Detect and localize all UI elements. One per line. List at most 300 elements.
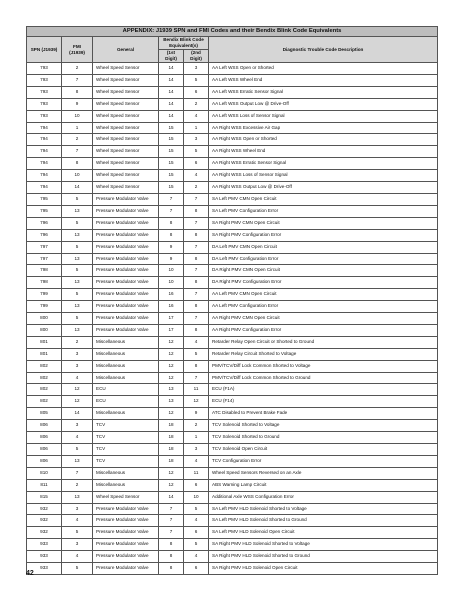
spn-cell: 798 [27,265,62,277]
description-cell: SA Left PMV Configuration Error [209,205,438,217]
description-cell: AA Left WSS Wheel End [209,74,438,86]
table-row [27,277,438,289]
second-digit-cell: 2 [184,182,209,194]
first-digit-cell: 18 [159,432,184,444]
second-digit-cell: 3 [184,134,209,146]
table-row [27,63,438,75]
description-cell: AA Left WSS Loss of Sensor Signal [209,110,438,122]
first-digit-cell: 8 [159,563,184,575]
second-digit-cell: 8 [184,277,209,289]
general-cell: Wheel Speed Sensor [93,134,159,146]
table-title: APPENDIX: J1939 SPN and FMI Codes and their Bendix Blink Code Equivalents [27,27,438,37]
table-row [27,170,438,182]
second-digit-cell: 5 [184,74,209,86]
second-digit-cell: 4 [184,110,209,122]
general-cell: Pressure Modulator Valve [93,503,159,515]
second-digit-cell: 8 [184,253,209,265]
description-cell: PMV/TCV/Diff Lock Common Shorted to Voltage [209,360,438,372]
first-digit-cell: 17 [159,324,184,336]
table-row [27,336,438,348]
fmi-cell: 10 [62,170,93,182]
header-fmi: FMI (J1939) [62,37,93,63]
fmi-cell: 5 [62,527,93,539]
fmi-cell: 13 [62,277,93,289]
general-cell: Pressure Modulator Valve [93,265,159,277]
first-digit-cell: 7 [159,527,184,539]
general-cell: Pressure Modulator Valve [93,241,159,253]
general-cell: Pressure Modulator Valve [93,217,159,229]
second-digit-cell: 7 [184,193,209,205]
second-digit-cell: 9 [184,408,209,420]
fmi-cell: 4 [62,372,93,384]
fmi-cell: 8 [62,158,93,170]
fmi-cell: 2 [62,134,93,146]
spn-cell: 797 [27,253,62,265]
description-cell: AA Right WSS Excessive Air Gap [209,122,438,134]
general-cell: Miscellaneous [93,336,159,348]
first-digit-cell: 18 [159,420,184,432]
spn-cell: 799 [27,289,62,301]
first-digit-cell: 15 [159,122,184,134]
description-cell: ABS Warning Lamp Circuit [209,479,438,491]
first-digit-cell: 18 [159,455,184,467]
first-digit-cell: 9 [159,241,184,253]
second-digit-cell: 1 [184,432,209,444]
spn-cell: 793 [27,110,62,122]
general-cell: Pressure Modulator Valve [93,551,159,563]
general-cell: Wheel Speed Sensor [93,63,159,75]
first-digit-cell: 17 [159,313,184,325]
second-digit-cell: 4 [184,551,209,563]
table-row [27,467,438,479]
page-number: 42 [26,570,34,577]
fmi-cell: 13 [62,229,93,241]
spn-cell: 799 [27,301,62,313]
table-row [27,396,438,408]
general-cell: Wheel Speed Sensor [93,158,159,170]
general-cell: Miscellaneous [93,360,159,372]
fmi-cell: 5 [62,265,93,277]
table-row [27,301,438,313]
description-cell: SA Left PMV CMN Open Circuit [209,193,438,205]
spn-cell: 932 [27,515,62,527]
general-cell: Wheel Speed Sensor [93,122,159,134]
spn-cell: 802 [27,384,62,396]
second-digit-cell: 10 [184,491,209,503]
fmi-cell: 7 [62,146,93,158]
description-cell: AA Left WSS Open or Shorted [209,63,438,75]
second-digit-cell: 8 [184,301,209,313]
second-digit-cell: 5 [184,146,209,158]
second-digit-cell: 6 [184,86,209,98]
first-digit-cell: 14 [159,86,184,98]
table-body [27,63,438,575]
second-digit-cell: 7 [184,241,209,253]
first-digit-cell: 14 [159,491,184,503]
fmi-cell: 13 [62,324,93,336]
description-cell: AA Left WSS Output Low @ Drive-Off [209,98,438,110]
first-digit-cell: 14 [159,63,184,75]
general-cell: ECU [93,384,159,396]
code-table [26,26,438,575]
description-cell: SA Right PMV HLD Solenoid Shorted to Voltage [209,539,438,551]
table-row [27,289,438,301]
spn-cell: 811 [27,479,62,491]
fmi-cell: 5 [62,313,93,325]
second-digit-cell: 3 [184,63,209,75]
table-row [27,146,438,158]
fmi-cell: 13 [62,491,93,503]
spn-cell: 798 [27,277,62,289]
general-cell: TCV [93,432,159,444]
second-digit-cell: 8 [184,360,209,372]
table-row [27,74,438,86]
fmi-cell: 13 [62,301,93,313]
fmi-cell: 5 [62,217,93,229]
spn-cell: 793 [27,98,62,110]
general-cell: Miscellaneous [93,372,159,384]
spn-cell: 801 [27,348,62,360]
first-digit-cell: 12 [159,360,184,372]
description-cell: Additional Axle WSS Configuration Error [209,491,438,503]
spn-cell: 802 [27,372,62,384]
first-digit-cell: 7 [159,205,184,217]
spn-cell: 806 [27,444,62,456]
first-digit-cell: 7 [159,193,184,205]
first-digit-cell: 9 [159,253,184,265]
spn-cell: 793 [27,63,62,75]
fmi-cell: 14 [62,408,93,420]
spn-cell: 802 [27,360,62,372]
general-cell: TCV [93,455,159,467]
spn-cell: 796 [27,217,62,229]
description-cell: AA Left WSS Erratic Sensor Signal [209,86,438,98]
description-cell: AA Right PMV CMN Open Circuit [209,313,438,325]
fmi-cell: 1 [62,122,93,134]
table-row [27,551,438,563]
fmi-cell: 5 [62,241,93,253]
description-cell: Retarder Relay Circuit Shorted to Voltage [209,348,438,360]
first-digit-cell: 15 [159,170,184,182]
spn-cell: 932 [27,503,62,515]
description-cell: SA Right PMV HLD Solenoid Shorted to Ground [209,551,438,563]
description-cell: ECU (F14) [209,396,438,408]
table-row [27,432,438,444]
spn-cell: 797 [27,241,62,253]
description-cell: SA Left PMV HLD Solenoid Shorted to Voltage [209,503,438,515]
header-description: Diagnostic Trouble Code Description [209,37,438,63]
spn-cell: 794 [27,158,62,170]
header-blink-code: Bendix Blink Code Equivalent(s) [159,37,209,50]
second-digit-cell: 8 [184,324,209,336]
general-cell: TCV [93,444,159,456]
table-row [27,313,438,325]
fmi-cell: 5 [62,193,93,205]
fmi-cell: 8 [62,86,93,98]
second-digit-cell: 5 [184,503,209,515]
description-cell: ATC Disabled to Prevent Brake Fade [209,408,438,420]
header-general: General [93,37,159,63]
description-cell: DA Left PMV CMN Open Circuit [209,241,438,253]
general-cell: Pressure Modulator Valve [93,289,159,301]
fmi-cell: 4 [62,432,93,444]
table-row [27,360,438,372]
fmi-cell: 7 [62,467,93,479]
general-cell: Miscellaneous [93,467,159,479]
fmi-cell: 12 [62,384,93,396]
second-digit-cell: 11 [184,467,209,479]
description-cell: Retarder Relay Open Circuit or Shorted to Ground [209,336,438,348]
description-cell: SA Left PMV HLD Solenoid Shorted to Ground [209,515,438,527]
first-digit-cell: 12 [159,408,184,420]
spn-cell: 815 [27,491,62,503]
first-digit-cell: 13 [159,396,184,408]
fmi-cell: 3 [62,420,93,432]
general-cell: Pressure Modulator Valve [93,539,159,551]
description-cell: AA Right WSS Loss of Sensor Signal [209,170,438,182]
description-cell: AA Right WSS Output Low @ Drive-Off [209,182,438,194]
general-cell: Pressure Modulator Valve [93,563,159,575]
first-digit-cell: 12 [159,467,184,479]
table-row [27,182,438,194]
second-digit-cell: 7 [184,372,209,384]
first-digit-cell: 12 [159,479,184,491]
second-digit-cell: 4 [184,170,209,182]
first-digit-cell: 10 [159,277,184,289]
second-digit-cell: 6 [184,527,209,539]
spn-cell: 932 [27,527,62,539]
table-row [27,444,438,456]
table-row [27,158,438,170]
spn-cell: 793 [27,74,62,86]
general-cell: Pressure Modulator Valve [93,527,159,539]
table-row [27,479,438,491]
fmi-cell: 4 [62,515,93,527]
general-cell: Wheel Speed Sensor [93,86,159,98]
header-first-digit: (1st Digit) [159,50,184,63]
table-row [27,324,438,336]
general-cell: ECU [93,396,159,408]
description-cell: SA Right PMV Configuration Error [209,229,438,241]
fmi-cell: 12 [62,396,93,408]
first-digit-cell: 8 [159,539,184,551]
description-cell: TCV Solenoid Shorted to Ground [209,432,438,444]
table-row [27,372,438,384]
second-digit-cell: 7 [184,265,209,277]
spn-cell: 806 [27,420,62,432]
spn-cell: 801 [27,336,62,348]
second-digit-cell: 6 [184,158,209,170]
spn-cell: 800 [27,324,62,336]
spn-cell: 796 [27,229,62,241]
second-digit-cell: 12 [184,396,209,408]
general-cell: Wheel Speed Sensor [93,491,159,503]
table-row [27,229,438,241]
general-cell: Wheel Speed Sensor [93,74,159,86]
description-cell: DA Right PMV Configuration Error [209,277,438,289]
spn-cell: 810 [27,467,62,479]
table-row [27,455,438,467]
table-row [27,205,438,217]
description-cell: ECU (F1A) [209,384,438,396]
fmi-cell: 3 [62,348,93,360]
general-cell: Pressure Modulator Valve [93,253,159,265]
table-row [27,503,438,515]
table-row [27,98,438,110]
description-cell: AA Right PMV Configuration Error [209,324,438,336]
spn-cell: 805 [27,408,62,420]
spn-cell: 794 [27,146,62,158]
second-digit-cell: 4 [184,336,209,348]
description-cell: PMV/TCV/Diff Lock Common Shorted to Ground [209,372,438,384]
general-cell: Miscellaneous [93,408,159,420]
general-cell: Miscellaneous [93,348,159,360]
second-digit-cell: 6 [184,563,209,575]
fmi-cell: 2 [62,63,93,75]
description-cell: TCV Solenoid Open Circuit [209,444,438,456]
spn-cell: 795 [27,205,62,217]
fmi-cell: 5 [62,563,93,575]
description-cell: Wheel Speed Sensors Reversed on an Axle [209,467,438,479]
table-row [27,515,438,527]
first-digit-cell: 8 [159,229,184,241]
general-cell: TCV [93,420,159,432]
first-digit-cell: 15 [159,134,184,146]
spn-cell: 806 [27,432,62,444]
second-digit-cell: 11 [184,384,209,396]
spn-cell: 795 [27,193,62,205]
first-digit-cell: 18 [159,444,184,456]
table-row [27,122,438,134]
general-cell: Pressure Modulator Valve [93,301,159,313]
table-row [27,384,438,396]
first-digit-cell: 8 [159,551,184,563]
first-digit-cell: 13 [159,384,184,396]
spn-cell: 933 [27,563,62,575]
second-digit-cell: 5 [184,539,209,551]
fmi-cell: 13 [62,205,93,217]
fmi-cell: 7 [62,74,93,86]
table-row [27,420,438,432]
description-cell: AA Left PMV CMN Open Circuit [209,289,438,301]
second-digit-cell: 6 [184,479,209,491]
first-digit-cell: 7 [159,503,184,515]
second-digit-cell: 7 [184,217,209,229]
general-cell: Pressure Modulator Valve [93,277,159,289]
spn-cell: 794 [27,182,62,194]
description-cell: AA Right WSS Open or Shorted [209,134,438,146]
first-digit-cell: 16 [159,289,184,301]
general-cell: Pressure Modulator Valve [93,324,159,336]
second-digit-cell: 2 [184,420,209,432]
fmi-cell: 13 [62,253,93,265]
fmi-cell: 2 [62,479,93,491]
description-cell: SA Right PMV CMN Open Circuit [209,217,438,229]
spn-cell: 933 [27,539,62,551]
second-digit-cell: 8 [184,229,209,241]
general-cell: Wheel Speed Sensor [93,182,159,194]
second-digit-cell: 7 [184,289,209,301]
table-row [27,408,438,420]
first-digit-cell: 15 [159,182,184,194]
spn-cell: 793 [27,86,62,98]
spn-cell: 806 [27,455,62,467]
description-cell: DA Right PMV CMN Open Circuit [209,265,438,277]
first-digit-cell: 12 [159,372,184,384]
table-row [27,527,438,539]
general-cell: Miscellaneous [93,479,159,491]
table-row [27,265,438,277]
fmi-cell: 9 [62,98,93,110]
first-digit-cell: 15 [159,158,184,170]
description-cell: SA Right PMV HLD Solenoid Open Circuit [209,563,438,575]
general-cell: Wheel Speed Sensor [93,98,159,110]
general-cell: Pressure Modulator Valve [93,313,159,325]
first-digit-cell: 14 [159,74,184,86]
spn-cell: 933 [27,551,62,563]
description-cell: AA Right WSS Erratic Sensor Signal [209,158,438,170]
table-row [27,241,438,253]
table-row [27,253,438,265]
general-cell: Pressure Modulator Valve [93,229,159,241]
table-row [27,134,438,146]
fmi-cell: 3 [62,539,93,551]
second-digit-cell: 1 [184,122,209,134]
spn-cell: 802 [27,396,62,408]
first-digit-cell: 12 [159,336,184,348]
description-cell: AA Left PMV Configuration Error [209,301,438,313]
spn-cell: 794 [27,134,62,146]
first-digit-cell: 10 [159,265,184,277]
second-digit-cell: 2 [184,98,209,110]
fmi-cell: 3 [62,503,93,515]
fmi-cell: 4 [62,551,93,563]
spn-cell: 794 [27,122,62,134]
table-row [27,193,438,205]
general-cell: Wheel Speed Sensor [93,146,159,158]
spn-cell: 794 [27,170,62,182]
first-digit-cell: 8 [159,217,184,229]
first-digit-cell: 14 [159,98,184,110]
table-row [27,110,438,122]
first-digit-cell: 12 [159,348,184,360]
first-digit-cell: 14 [159,110,184,122]
second-digit-cell: 4 [184,455,209,467]
second-digit-cell: 7 [184,313,209,325]
description-cell: TCV Configuration Error [209,455,438,467]
first-digit-cell: 16 [159,301,184,313]
general-cell: Pressure Modulator Valve [93,193,159,205]
second-digit-cell: 8 [184,205,209,217]
document-page [26,26,437,575]
table-row [27,563,438,575]
spn-cell: 800 [27,313,62,325]
table-row [27,217,438,229]
fmi-cell: 5 [62,444,93,456]
fmi-cell: 3 [62,360,93,372]
table-row [27,539,438,551]
description-cell: AA Right WSS Wheel End [209,146,438,158]
fmi-cell: 14 [62,182,93,194]
fmi-cell: 13 [62,455,93,467]
fmi-cell: 5 [62,289,93,301]
table-row [27,348,438,360]
second-digit-cell: 3 [184,444,209,456]
description-cell: DA Left PMV Configuration Error [209,253,438,265]
table-row [27,86,438,98]
fmi-cell: 2 [62,336,93,348]
description-cell: SA Left PMV HLD Solenoid Open Circuit [209,527,438,539]
